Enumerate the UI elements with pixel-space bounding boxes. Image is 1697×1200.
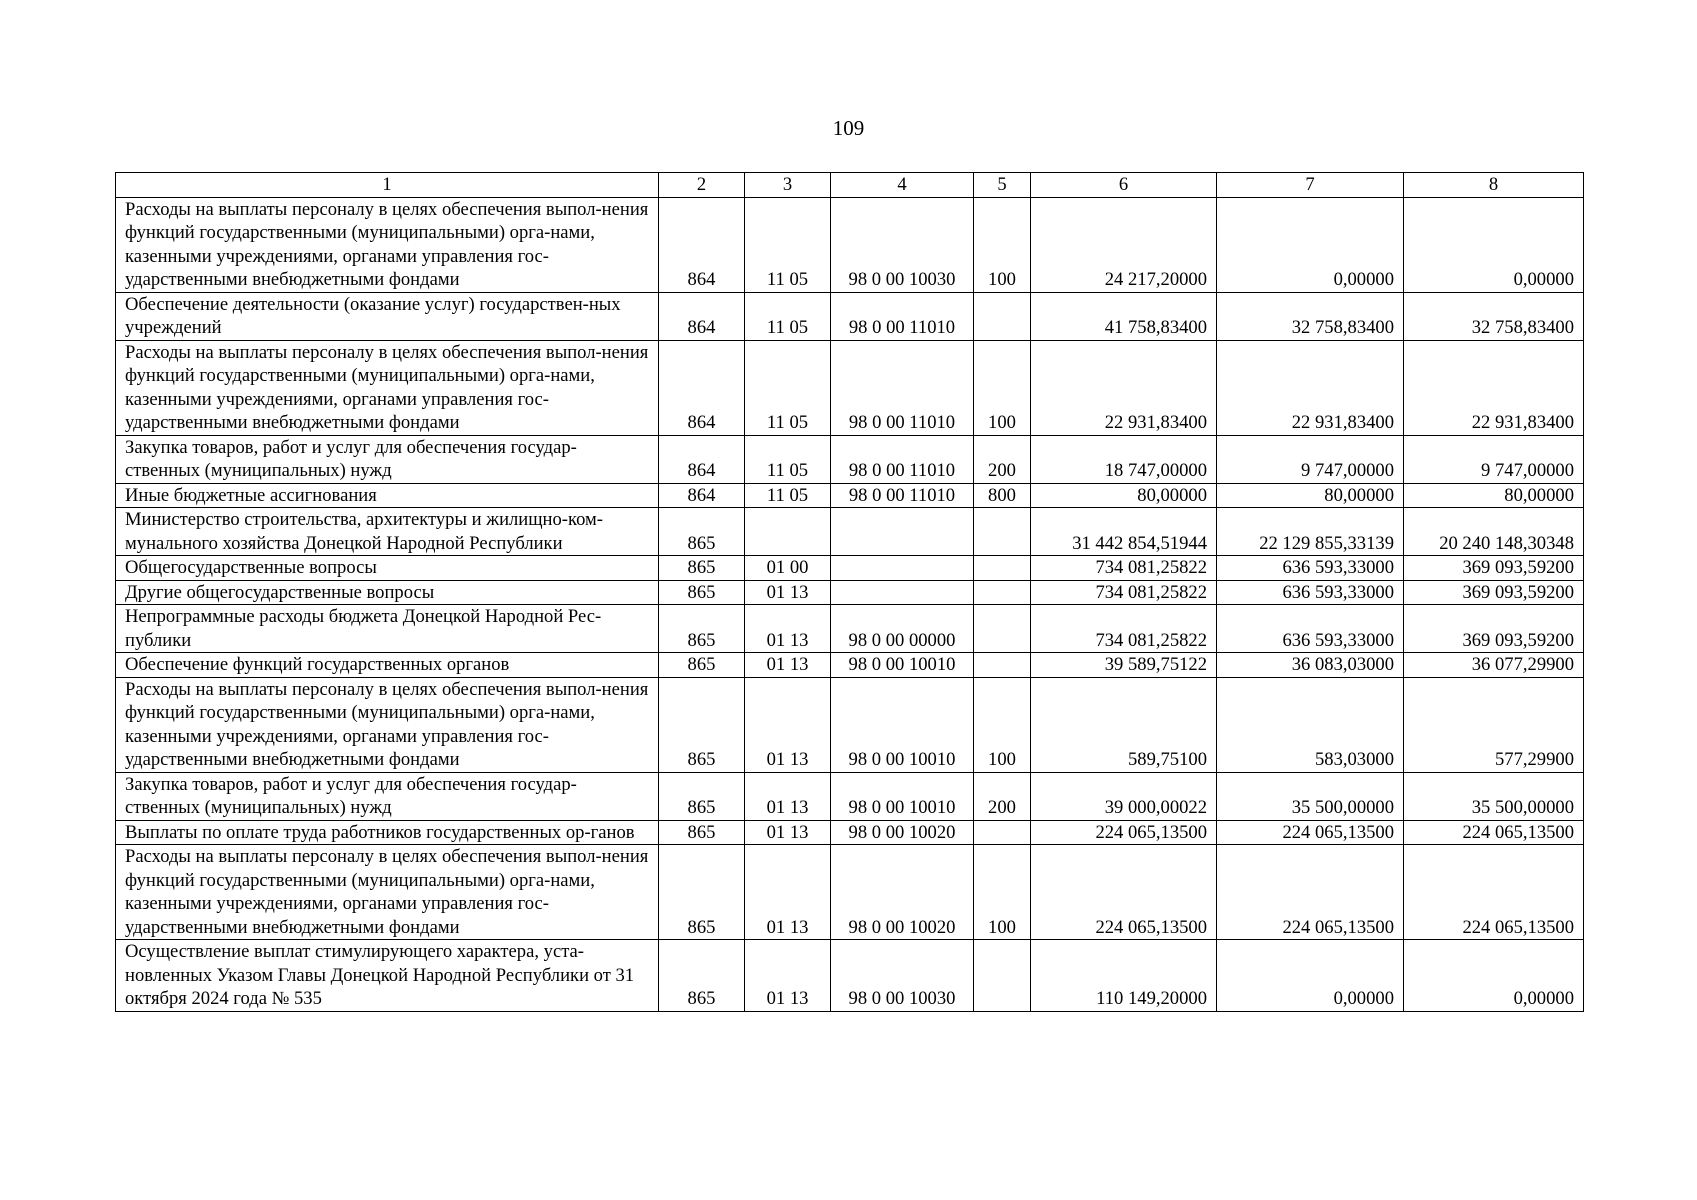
subsection-code-cell: 11 05 <box>745 483 831 508</box>
target-article-cell: 98 0 00 10020 <box>831 820 974 845</box>
row-name-cell: Осуществление выплат стимулирующего характера, уста-новленных Указом Главы Донецкой Народной Республики от 31 октября 2024 года № 535 <box>116 940 659 1012</box>
table-row <box>116 820 1584 845</box>
expense-type-cell <box>974 605 1031 653</box>
target-article-cell: 98 0 00 10010 <box>831 772 974 820</box>
table-row <box>116 292 1584 340</box>
table-row <box>116 197 1584 292</box>
subsection-code-cell: 01 13 <box>745 580 831 605</box>
section-code-cell: 864 <box>659 340 745 435</box>
target-article-cell: 98 0 00 11010 <box>831 292 974 340</box>
row-name-cell: Расходы на выплаты персоналу в целях обеспечения выпол-нения функций государственными (муниципальными) орга-нами, казенными учреждениями, органами управления гос-ударственными внебюджетными фондами <box>116 340 659 435</box>
table-body <box>116 197 1584 1011</box>
amount-col7-cell: 35 500,00000 <box>1217 772 1404 820</box>
expense-type-cell <box>974 940 1031 1012</box>
row-name-cell: Выплаты по оплате труда работников государственных ор-ганов <box>116 820 659 845</box>
section-code-cell: 865 <box>659 820 745 845</box>
section-code-cell: 864 <box>659 483 745 508</box>
amount-col7-cell: 9 747,00000 <box>1217 435 1404 483</box>
expense-type-cell: 100 <box>974 197 1031 292</box>
target-article-cell: 98 0 00 10010 <box>831 653 974 678</box>
column-header-3: 3 <box>745 173 831 198</box>
amount-col8-cell: 224 065,13500 <box>1404 820 1584 845</box>
amount-col8-cell: 35 500,00000 <box>1404 772 1584 820</box>
table-row <box>116 580 1584 605</box>
amount-col8-cell: 80,00000 <box>1404 483 1584 508</box>
section-code-cell: 864 <box>659 292 745 340</box>
expense-type-cell <box>974 653 1031 678</box>
amount-col8-cell: 369 093,59200 <box>1404 580 1584 605</box>
expense-type-cell <box>974 556 1031 581</box>
amount-col6-cell: 80,00000 <box>1031 483 1217 508</box>
table-row <box>116 435 1584 483</box>
column-header-4: 4 <box>831 173 974 198</box>
section-code-cell: 865 <box>659 605 745 653</box>
amount-col8-cell: 369 093,59200 <box>1404 605 1584 653</box>
section-code-cell: 865 <box>659 653 745 678</box>
amount-col7-cell: 32 758,83400 <box>1217 292 1404 340</box>
amount-col7-cell: 224 065,13500 <box>1217 820 1404 845</box>
row-name-cell: Закупка товаров, работ и услуг для обеспечения государ-ственных (муниципальных) нужд <box>116 435 659 483</box>
section-code-cell: 864 <box>659 435 745 483</box>
table-row <box>116 772 1584 820</box>
subsection-code-cell: 01 13 <box>745 820 831 845</box>
table-row <box>116 483 1584 508</box>
target-article-cell: 98 0 00 10030 <box>831 940 974 1012</box>
column-header-7: 7 <box>1217 173 1404 198</box>
amount-col6-cell: 734 081,25822 <box>1031 605 1217 653</box>
expense-type-cell: 100 <box>974 677 1031 772</box>
subsection-code-cell: 11 05 <box>745 292 831 340</box>
target-article-cell <box>831 508 974 556</box>
target-article-cell: 98 0 00 10010 <box>831 677 974 772</box>
amount-col8-cell: 0,00000 <box>1404 197 1584 292</box>
expense-type-cell <box>974 580 1031 605</box>
amount-col7-cell: 636 593,33000 <box>1217 605 1404 653</box>
section-code-cell: 865 <box>659 845 745 940</box>
amount-col7-cell: 636 593,33000 <box>1217 556 1404 581</box>
target-article-cell: 98 0 00 11010 <box>831 340 974 435</box>
amount-col7-cell: 0,00000 <box>1217 940 1404 1012</box>
section-code-cell: 865 <box>659 677 745 772</box>
amount-col7-cell: 80,00000 <box>1217 483 1404 508</box>
amount-col7-cell: 636 593,33000 <box>1217 580 1404 605</box>
header-row <box>116 173 1584 198</box>
row-name-cell: Расходы на выплаты персоналу в целях обеспечения выпол-нения функций государственными (муниципальными) орга-нами, казенными учреждениями, органами управления гос-ударственными внебюджетными фондами <box>116 677 659 772</box>
expense-type-cell: 100 <box>974 845 1031 940</box>
amount-col8-cell: 36 077,29900 <box>1404 653 1584 678</box>
amount-col8-cell: 0,00000 <box>1404 940 1584 1012</box>
amount-col6-cell: 39 000,00022 <box>1031 772 1217 820</box>
table-row <box>116 605 1584 653</box>
target-article-cell <box>831 580 974 605</box>
column-header-2: 2 <box>659 173 745 198</box>
expense-type-cell: 800 <box>974 483 1031 508</box>
amount-col6-cell: 734 081,25822 <box>1031 556 1217 581</box>
subsection-code-cell: 01 13 <box>745 605 831 653</box>
amount-col6-cell: 41 758,83400 <box>1031 292 1217 340</box>
row-name-cell: Другие общегосударственные вопросы <box>116 580 659 605</box>
expense-type-cell: 200 <box>974 435 1031 483</box>
row-name-cell: Расходы на выплаты персоналу в целях обеспечения выпол-нения функций государственными (муниципальными) орга-нами, казенными учреждениями, органами управления гос-ударственными внебюджетными фондами <box>116 845 659 940</box>
row-name-cell: Расходы на выплаты персоналу в целях обеспечения выпол-нения функций государственными (муниципальными) орга-нами, казенными учреждениями, органами управления гос-ударственными внебюджетными фондами <box>116 197 659 292</box>
subsection-code-cell: 01 13 <box>745 772 831 820</box>
table-row <box>116 508 1584 556</box>
amount-col7-cell: 224 065,13500 <box>1217 845 1404 940</box>
row-name-cell: Непрограммные расходы бюджета Донецкой Народной Рес-публики <box>116 605 659 653</box>
amount-col6-cell: 589,75100 <box>1031 677 1217 772</box>
amount-col8-cell: 369 093,59200 <box>1404 556 1584 581</box>
subsection-code-cell: 11 05 <box>745 435 831 483</box>
expense-type-cell <box>974 292 1031 340</box>
section-code-cell: 864 <box>659 197 745 292</box>
target-article-cell <box>831 556 974 581</box>
table-row <box>116 940 1584 1012</box>
table-row <box>116 845 1584 940</box>
target-article-cell: 98 0 00 10030 <box>831 197 974 292</box>
row-name-cell: Иные бюджетные ассигнования <box>116 483 659 508</box>
amount-col7-cell: 36 083,03000 <box>1217 653 1404 678</box>
subsection-code-cell: 11 05 <box>745 197 831 292</box>
amount-col6-cell: 22 931,83400 <box>1031 340 1217 435</box>
page-number: 109 <box>832 116 865 140</box>
section-code-cell: 865 <box>659 556 745 581</box>
target-article-cell: 98 0 00 11010 <box>831 483 974 508</box>
section-code-cell: 865 <box>659 508 745 556</box>
subsection-code-cell: 01 13 <box>745 677 831 772</box>
row-name-cell: Обеспечение деятельности (оказание услуг) государствен-ных учреждений <box>116 292 659 340</box>
amount-col6-cell: 110 149,20000 <box>1031 940 1217 1012</box>
subsection-code-cell <box>745 508 831 556</box>
amount-col8-cell: 577,29900 <box>1404 677 1584 772</box>
amount-col8-cell: 20 240 148,30348 <box>1404 508 1584 556</box>
column-header-5: 5 <box>974 173 1031 198</box>
target-article-cell: 98 0 00 10020 <box>831 845 974 940</box>
section-code-cell: 865 <box>659 772 745 820</box>
column-header-6: 6 <box>1031 173 1217 198</box>
column-header-1: 1 <box>116 173 659 198</box>
subsection-code-cell: 01 13 <box>745 940 831 1012</box>
section-code-cell: 865 <box>659 940 745 1012</box>
amount-col8-cell: 224 065,13500 <box>1404 845 1584 940</box>
amount-col6-cell: 18 747,00000 <box>1031 435 1217 483</box>
row-name-cell: Закупка товаров, работ и услуг для обеспечения государ-ственных (муниципальных) нужд <box>116 772 659 820</box>
target-article-cell: 98 0 00 00000 <box>831 605 974 653</box>
amount-col7-cell: 0,00000 <box>1217 197 1404 292</box>
subsection-code-cell: 01 00 <box>745 556 831 581</box>
expense-type-cell <box>974 820 1031 845</box>
amount-col6-cell: 734 081,25822 <box>1031 580 1217 605</box>
amount-col7-cell: 583,03000 <box>1217 677 1404 772</box>
amount-col6-cell: 224 065,13500 <box>1031 820 1217 845</box>
subsection-code-cell: 11 05 <box>745 340 831 435</box>
amount-col6-cell: 24 217,20000 <box>1031 197 1217 292</box>
section-code-cell: 865 <box>659 580 745 605</box>
table-row <box>116 340 1584 435</box>
amount-col6-cell: 39 589,75122 <box>1031 653 1217 678</box>
table-row <box>116 556 1584 581</box>
row-name-cell: Общегосударственные вопросы <box>116 556 659 581</box>
amount-col8-cell: 32 758,83400 <box>1404 292 1584 340</box>
subsection-code-cell: 01 13 <box>745 845 831 940</box>
expense-type-cell <box>974 508 1031 556</box>
budget-table <box>115 172 1584 1012</box>
expense-type-cell: 100 <box>974 340 1031 435</box>
table-row <box>116 653 1584 678</box>
row-name-cell: Обеспечение функций государственных органов <box>116 653 659 678</box>
amount-col8-cell: 22 931,83400 <box>1404 340 1584 435</box>
amount-col6-cell: 31 442 854,51944 <box>1031 508 1217 556</box>
column-header-8: 8 <box>1404 173 1584 198</box>
amount-col7-cell: 22 129 855,33139 <box>1217 508 1404 556</box>
expense-type-cell: 200 <box>974 772 1031 820</box>
target-article-cell: 98 0 00 11010 <box>831 435 974 483</box>
amount-col8-cell: 9 747,00000 <box>1404 435 1584 483</box>
row-name-cell: Министерство строительства, архитектуры и жилищно-ком-мунального хозяйства Донецкой Народной Республики <box>116 508 659 556</box>
amount-col6-cell: 224 065,13500 <box>1031 845 1217 940</box>
table-row <box>116 677 1584 772</box>
amount-col7-cell: 22 931,83400 <box>1217 340 1404 435</box>
subsection-code-cell: 01 13 <box>745 653 831 678</box>
